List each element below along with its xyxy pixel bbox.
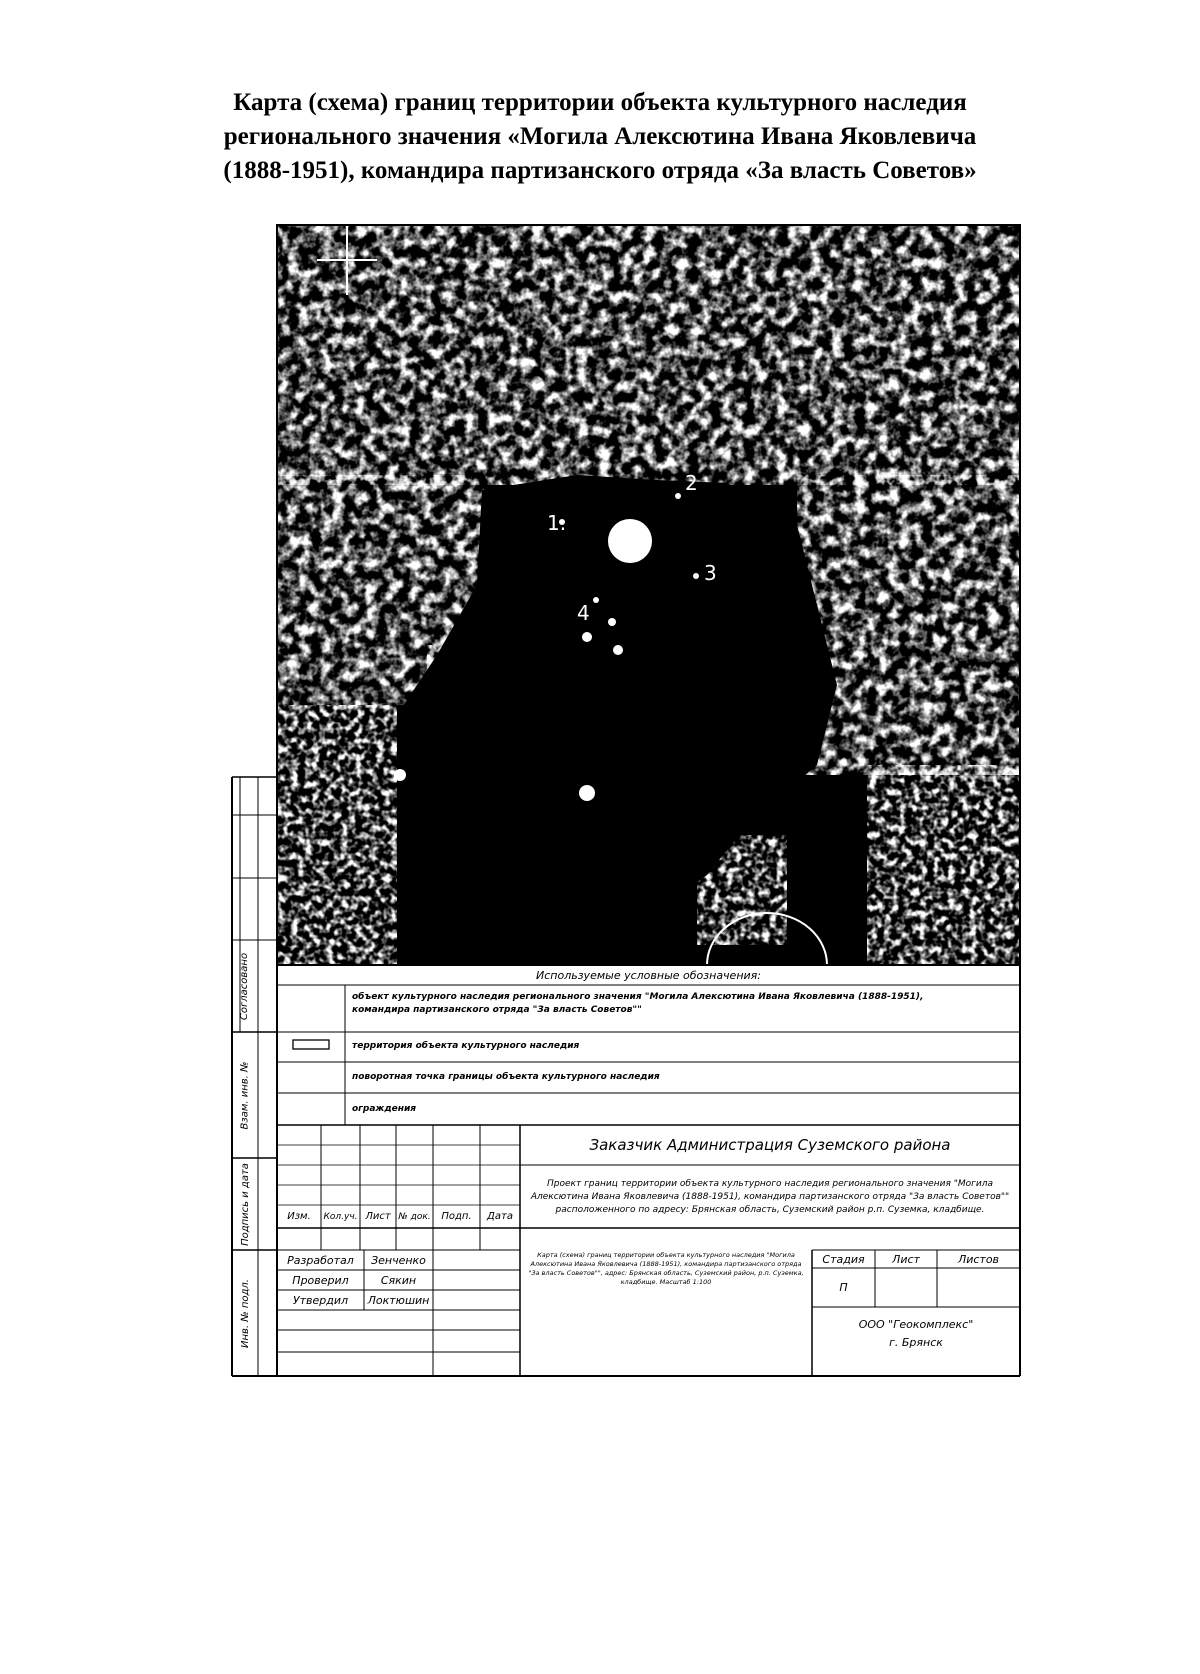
map-point-label-3: 3 (704, 561, 717, 585)
map-point-label-4: 4 (577, 601, 590, 625)
sheet-label: Лист (892, 1252, 920, 1266)
legend-item-monument: объект культурного наследия регионального значения "Могила Алексютина Ивана Яковлевича (1888-1951), командира партизанского отряда "За власть Советов"" (352, 992, 924, 1015)
company-name: ООО "Геокомплекс" (858, 1318, 974, 1331)
stage-label: Стадия (822, 1252, 865, 1266)
map-point-label-2: 2 (685, 471, 698, 495)
title-line-2: регионального значения «Могила Алексютина Ивана Яковлевича (223, 123, 977, 150)
role-checked: Проверил (292, 1273, 349, 1287)
vzam-inv-label: Взам. инв. № (239, 1061, 251, 1129)
header-data: Дата (487, 1211, 513, 1222)
podpis-data-label: Подпись и дата (239, 1162, 251, 1246)
header-kol-uch: Кол.уч. (323, 1211, 358, 1222)
company-city: г. Брянск (889, 1336, 943, 1349)
header-list: Лист (365, 1211, 391, 1222)
name-checked: Сякин (380, 1273, 417, 1287)
sheets-label: Листов (957, 1252, 1000, 1266)
header-izm: Изм. (287, 1211, 311, 1222)
title-line-1: Карта (схема) границ территории объекта культурного наследия (233, 89, 967, 116)
stamp-customer: Заказчик Администрация Суземского района (589, 1136, 951, 1154)
role-approved: Утвердил (292, 1293, 349, 1307)
legend-heading: Используемые условные обозначения: (536, 968, 761, 982)
inv-podl-label: Инв. № подл. (239, 1278, 251, 1348)
legend-item-territory: территория объекта культурного наследия (352, 1041, 580, 1051)
stamp-project: Проект границ территории объекта культурного наследия регионального значения "Могила Алексютина Ивана Яковлевича (1888-1951), командира партизанского отряда "За власть Советов"" расположенного по адресу: Брянская область, Суземский район р.п. Суземка, кладбище. (530, 1178, 1010, 1215)
legend-item-fence: ограждения (352, 1104, 417, 1114)
role-developed: Разработал (287, 1253, 354, 1267)
title-line-3: (1888-1951), командира партизанского отряда «За власть Советов» (223, 157, 977, 184)
sheet-description: Карта (схема) границ территории объекта культурного наследия "Могила Алексютина Ивана Яковлевича (1888-1951), командира партизанского отряда "За власть Советов"", адрес: Брянская область, Суземский район, р.п. Суземка, кладбище. Масштаб 1:100 (528, 1251, 804, 1286)
legend-item-turning-point: поворотная точка границы объекта культурного наследия (352, 1072, 660, 1082)
name-developed: Зенченко (371, 1253, 426, 1267)
header-n-dok: № док. (398, 1211, 431, 1222)
name-approved: Локтюшин (367, 1293, 430, 1307)
header-podp: Подп. (441, 1211, 472, 1222)
stage-value: П (839, 1281, 848, 1294)
company-block (812, 1316, 1020, 1352)
map-point-label-1: 1. (547, 511, 567, 535)
soglasovano-label: Согласовано (239, 952, 251, 1020)
